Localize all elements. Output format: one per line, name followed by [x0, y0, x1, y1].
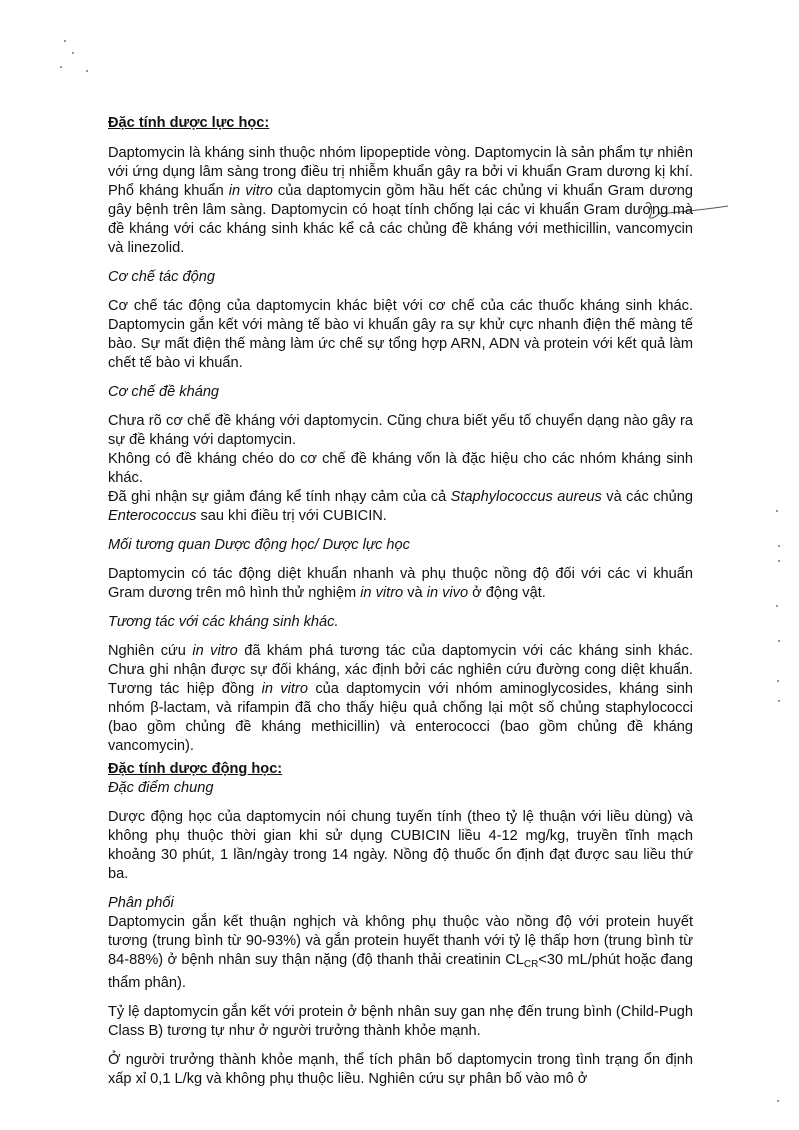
subheading-distribution: Phân phối: [108, 895, 174, 911]
scan-speck: [64, 40, 66, 42]
scan-speck: [776, 510, 778, 512]
text-run: của daptomycin với nhóm aminoglycosides, kháng sinh nhóm β-lactam, và rifampin đã cho thấy hiệu quả chống lại một số chủng staphylococci (bao gồm chủng đề kháng methicillin) và enterococci (bao gồm chủng đề kháng vancomycin).: [108, 681, 694, 754]
section-heading-pharmacokinetics: Đặc tính dược động học:: [108, 761, 283, 777]
scan-speck: [778, 560, 780, 562]
text-run: Nghiên cứu: [108, 643, 193, 659]
text-run: và các chủng: [601, 489, 693, 505]
text-run-italic: Enterococcus: [108, 508, 197, 524]
text-run-italic: in vivo: [426, 585, 469, 601]
scan-speck: [776, 605, 778, 607]
paragraph-distribution-1: [108, 913, 693, 993]
subheading-interactions: Tương tác với các kháng sinh khác.: [108, 614, 339, 630]
text-run: sau khi điều trị với CUBICIN.: [196, 508, 387, 524]
text-run: và: [403, 585, 427, 601]
paragraph-resistance-2: Không có đề kháng chéo do cơ chế đề kháng vốn là đặc hiệu cho các nhóm kháng sinh khác.: [108, 451, 693, 486]
scan-speck: [777, 680, 779, 682]
scan-speck: [60, 66, 62, 68]
paragraph-interactions: [108, 642, 693, 756]
paragraph-mechanism: Cơ chế tác động của daptomycin khác biệt với cơ chế của các thuốc kháng sinh khác. Daptomycin gắn kết với màng tế bào vi khuẩn gây ra sự khử cực nhanh điện thế màng tế bào. Sự mất điện thế màng làm ức chế sự tổng hợp ARN, ADN và protein với kết quả làm chết tế bào vi khuẩn.: [108, 298, 693, 371]
scan-speck: [778, 640, 780, 642]
text-run-italic: in vitro: [228, 183, 273, 199]
paragraph-distribution-3: Ở người trưởng thành khỏe mạnh, thể tích phân bố daptomycin trong tình trạng ổn định xấp xỉ 0,1 L/kg và không phụ thuộc liều. Nghiên cứu sự phân bố vào mô ở: [108, 1052, 693, 1087]
subheading-pkpd: Mối tương quan Dược động học/ Dược lực học: [108, 537, 410, 553]
text-run-italic: in vitro: [360, 585, 404, 601]
text-run-italic: Staphylococcus aureus: [450, 489, 602, 505]
section-heading-pharmacodynamics: Đặc tính dược lực học:: [108, 115, 270, 131]
paragraph-resistance-3: [108, 488, 693, 526]
text-run: Daptomycin là kháng sinh thuộc nhóm lipopeptide vòng. Daptomycin là sản phẩm tự nhiên với ứng dụng lâm sàng trong điều trị nhiễm khuẩn gây ra bởi vi khuẩn Gram dương kị khí. Phổ kháng khuẩn: [108, 145, 693, 199]
text-run-italic: in vitro: [261, 681, 308, 697]
subscript-cr: CR: [523, 959, 539, 970]
text-run: Đã ghi nhận sự giảm đáng kể tính nhạy cảm của cả: [108, 489, 451, 505]
text-run: <30 mL/phút hoặc đang thẩm phân).: [108, 952, 693, 991]
text-run: đã khám phá tương tác của daptomycin với các kháng sinh khác. Chưa ghi nhận được sự đối kháng, xác định bởi các nghiên cứu đường cong diệt khuẩn. Tương tác hiệp đồng: [108, 643, 693, 697]
scan-speck: [778, 700, 780, 702]
paragraph-general: Dược động học của daptomycin nói chung tuyến tính (theo tỷ lệ thuận với liều dùng) và không phụ thuộc thời gian khi sử dụng CUBICIN liều 4-12 mg/kg, truyền tĩnh mạch khoảng 30 phút, 1 lần/ngày trong 14 ngày. Nồng độ thuốc ổn định đạt được sau liều thứ ba.: [108, 809, 693, 882]
text-run: Daptomycin có tác động diệt khuẩn nhanh và phụ thuộc nồng độ đối với các vi khuẩn Gram dương trên mô hình thử nghiệm: [108, 566, 693, 601]
paragraph-intro: [108, 144, 693, 258]
text-run: ở động vật.: [468, 585, 546, 601]
scan-speck: [777, 1100, 779, 1102]
text-run-italic: in vitro: [192, 643, 238, 659]
document-body: [108, 114, 693, 1089]
subheading-general: Đặc điểm chung: [108, 780, 214, 796]
subheading-mechanism: Cơ chế tác động: [108, 269, 215, 285]
text-run: của daptomycin gồm hầu hết các chủng vi khuẩn Gram dương gây bệnh trên lâm sàng. Daptomycin có hoạt tính chống lại các vi khuẩn Gram dương mà đề kháng với các kháng sinh khác kể cả các chủng đề kháng với methicillin, vancomycin và linezolid.: [108, 183, 694, 256]
subheading-resistance: Cơ chế đề kháng: [108, 384, 220, 400]
scan-speck: [72, 52, 74, 54]
paragraph-pkpd: [108, 565, 693, 603]
scan-speck: [778, 545, 780, 547]
paragraph-distribution-2: Tỷ lệ daptomycin gắn kết với protein ở bệnh nhân suy gan nhẹ đến trung bình (Child-Pugh Class B) tương tự như ở người trưởng thành khỏe mạnh.: [108, 1004, 693, 1039]
scan-speck: [86, 70, 88, 72]
text-run: Daptomycin gắn kết thuận nghịch và không phụ thuộc vào nồng độ với protein huyết tương (trung bình từ 90-93%) và gắn protein huyết thanh với tỷ lệ thấp hơn (trung bình từ 84-88%) ở bệnh nhân suy thận nặng (độ thanh thải creatinin CL: [108, 914, 693, 968]
paragraph-resistance-1: Chưa rõ cơ chế đề kháng với daptomycin. Cũng chưa biết yếu tố chuyển dạng nào gây ra sự đề kháng với daptomycin.: [108, 413, 693, 448]
